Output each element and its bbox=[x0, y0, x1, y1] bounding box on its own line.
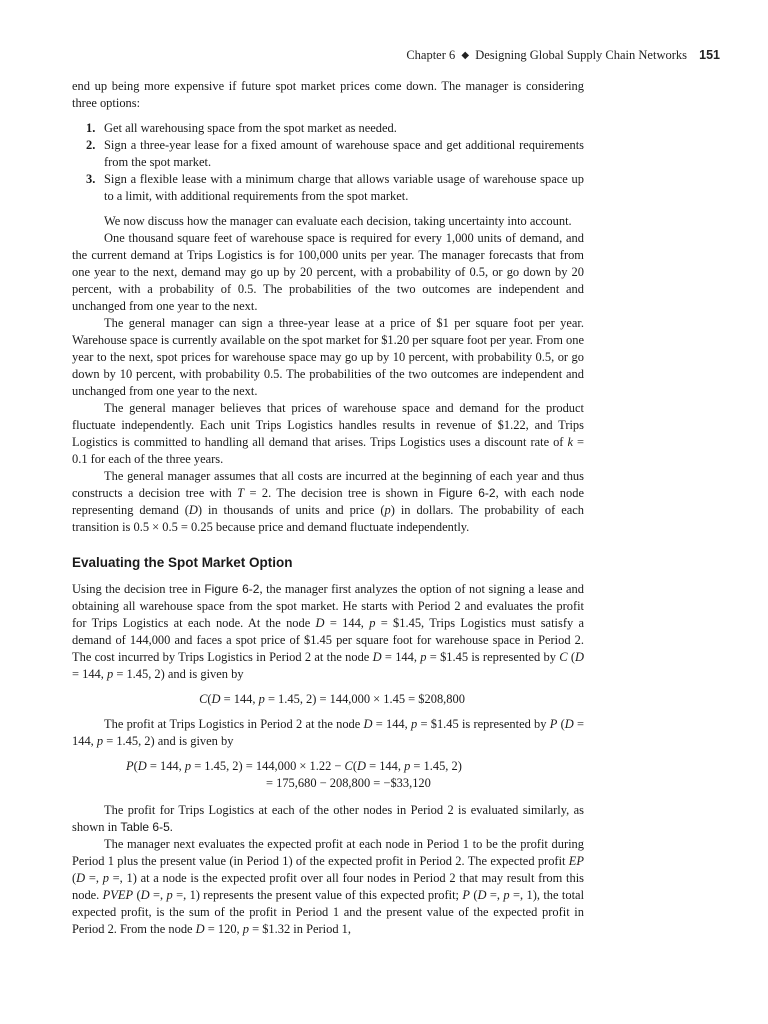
paragraph: The general manager can sign a three-year lease at a price of $1 per square foot per year. Warehouse space is currently available on the spot market for $1.20 per square foot per year. From one year to the next, spot prices for warehouse space may go up by 10 percent, with probability 0.5, or go down by 10 percent, with probability 0.5. The probabilities of the two outcomes are independent and unchanged from one year to the next. bbox=[72, 316, 584, 398]
chapter-title: Designing Global Supply Chain Networks bbox=[475, 48, 688, 62]
option-item bbox=[72, 137, 584, 171]
paragraph: The general manager assumes that all costs are incurred at the beginning of each year and thus constructs a decision tree with T = 2. The decision tree is shown in Figure 6-2, with each node representing demand (D) in thousands of units and price (p) in dollars. The probability of each transition is 0.5 × 0.5 = 0.25 because price and demand fluctuate independently. bbox=[72, 469, 585, 534]
option-item bbox=[72, 171, 584, 205]
chapter-label: Chapter 6 bbox=[406, 48, 456, 62]
equation-line: P(D = 144, p = 1.45, 2) = 144,000 × 1.22 − C(D = 144, p = 1.45, 2) bbox=[126, 759, 462, 773]
section-heading: Evaluating the Spot Market Option bbox=[72, 555, 293, 570]
running-head bbox=[72, 48, 720, 63]
figure-reference: Figure 6-2 bbox=[438, 486, 496, 500]
option-number: 1. bbox=[86, 121, 96, 135]
page-number: 151 bbox=[699, 48, 720, 62]
intro-paragraph: end up being more expensive if future spot market prices come down. The manager is considering three options: bbox=[72, 79, 584, 110]
diamond-separator-icon: ◆ bbox=[461, 50, 470, 61]
option-number: 2. bbox=[86, 138, 96, 152]
paragraph: The general manager believes that prices of warehouse space and demand for the product fluctuate independently. Each unit Trips Logistics handles results in revenue of $1.22, and Trips Logistics is committed to handling all demand that arises. Trips Logistics uses a discount rate of k = 0.1 for each of the three years. bbox=[72, 401, 584, 466]
option-text: Sign a three-year lease for a fixed amount of warehouse space and get additional requirements from the spot market. bbox=[104, 138, 584, 169]
paragraph: The profit for Trips Logistics at each of the other nodes in Period 2 is evaluated similarly, as shown in Table 6-5. bbox=[72, 803, 584, 834]
equation-cost: C(D = 144, p = 1.45, 2) = 144,000 × 1.45 = $208,800 bbox=[199, 692, 465, 706]
paragraph: The manager next evaluates the expected profit at each node in Period 1 to be the profit during Period 1 plus the present value (in Period 1) of the expected profit in Period 2. The expected profit EP (D =, p =, 1) at a node is the expected profit over all four nodes in Period 2 that may result from this node. PVEP (D =, p =, 1) represents the present value of this expected profit; P (D =, p =, 1), the total expected profit, is the sum of the profit in Period 1 and the present value of the expected profit in Period 2. From the node D = 120, p = $1.32 in Period 1, bbox=[72, 837, 585, 936]
equation-profit bbox=[72, 758, 584, 792]
paragraph: The profit at Trips Logistics in Period 2 at the node D = 144, p = $1.45 is represented by P (D = 144, p = 1.45, 2) and is given by bbox=[72, 717, 584, 748]
equation-line: = 175,680 − 208,800 = −$33,120 bbox=[266, 776, 431, 790]
option-text: Sign a flexible lease with a minimum charge that allows variable usage of warehouse space up to a limit, with additional requirements from the spot market. bbox=[104, 172, 584, 203]
paragraph: One thousand square feet of warehouse space is required for every 1,000 units of demand, and the current demand at Trips Logistics is for 100,000 units per year. The manager forecasts that from one year to the next, demand may go up by 20 percent, with a probability of 0.5, or go down by 20 percent, with a probability of 0.5. The probabilities of the two outcomes are independent and unchanged from one year to the next. bbox=[72, 231, 584, 313]
paragraph: Using the decision tree in Figure 6-2, the manager first analyzes the option of not signing a lease and obtaining all warehouse space from the spot market. He starts with Period 2 and evaluates the profit for Trips Logistics at each node. At the node D = 144, p = $1.45, Trips Logistics must satisfy a demand of 144,000 and faces a spot price of $1.45 per square foot for warehouse space in Period 2. The cost incurred by Trips Logistics in Period 2 at the node D = 144, p = $1.45 is represented by C (D = 144, p = 1.45, 2) and is given by bbox=[72, 582, 585, 681]
figure-reference: Figure 6-2 bbox=[204, 582, 260, 596]
page-body bbox=[72, 78, 584, 938]
option-item bbox=[72, 120, 584, 137]
paragraph: We now discuss how the manager can evaluate each decision, taking uncertainty into account. bbox=[104, 214, 572, 228]
options-list bbox=[72, 120, 584, 205]
option-text: Get all warehousing space from the spot market as needed. bbox=[104, 121, 397, 135]
option-number: 3. bbox=[86, 172, 96, 186]
table-reference: Table 6-5 bbox=[120, 820, 170, 834]
